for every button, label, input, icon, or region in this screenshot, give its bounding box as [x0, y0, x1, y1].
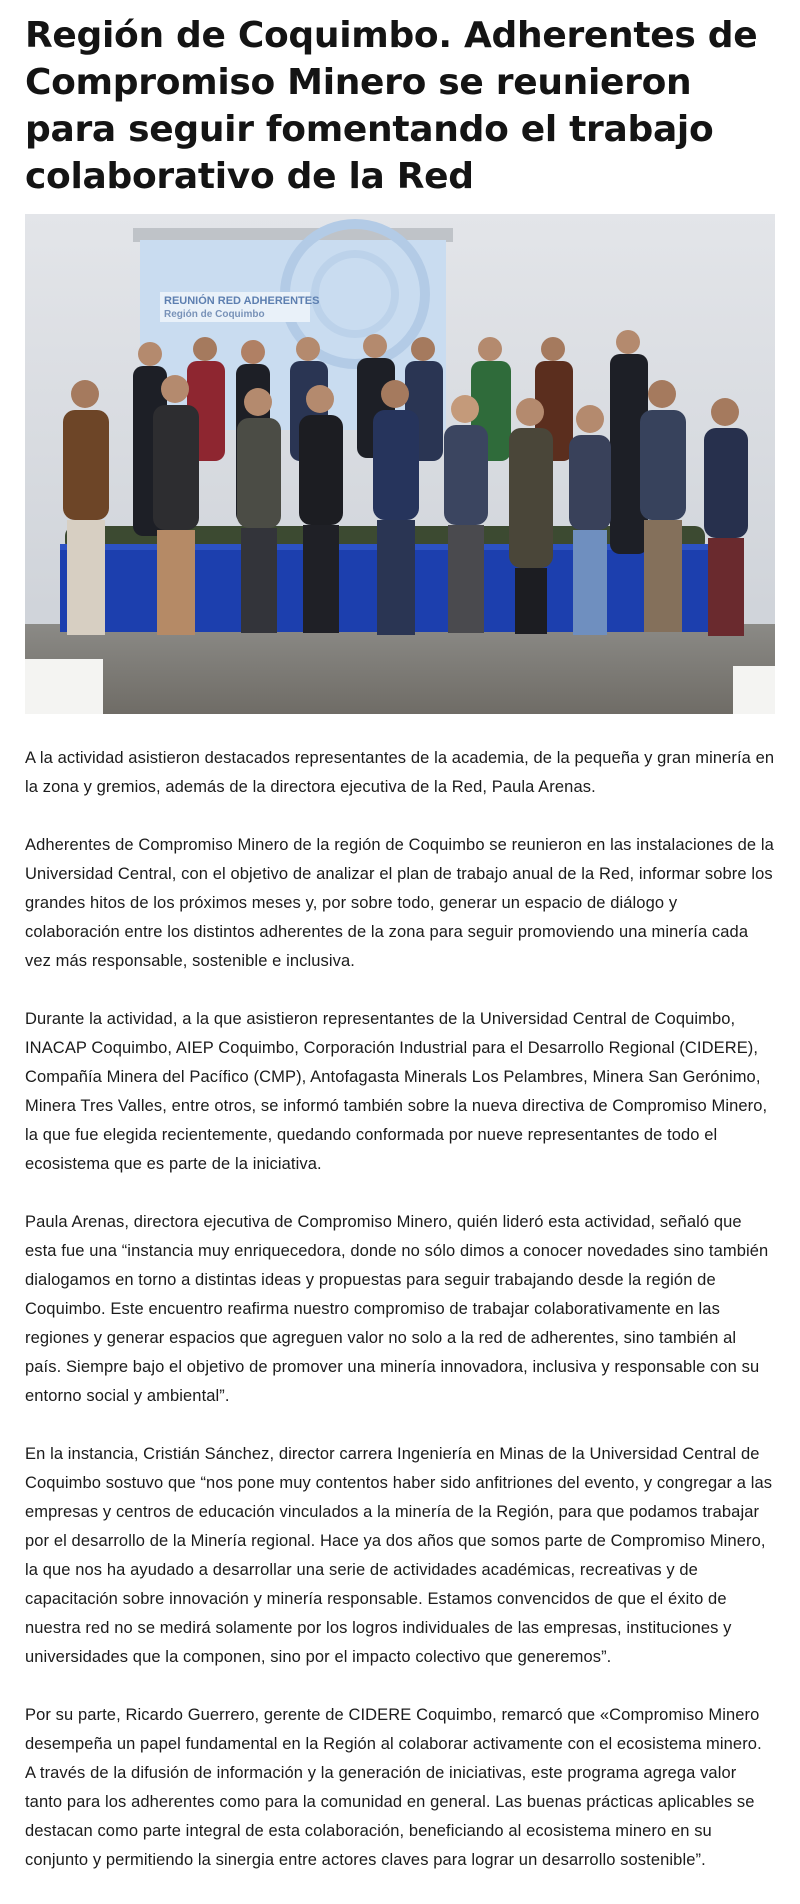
group-photo-illustration [25, 214, 775, 714]
paragraph-6: Por su parte, Ricardo Guerrero, gerente de CIDERE Coquimbo, remarcó que «Compromiso Minero desempeña un papel fundamental en la Región al colaborar activamente con el ecosistema minero. A través de la difusión de información y la generación de iniciativas, este programa agrega valor tanto para los adherentes como para la comunidad en general. Las buenas prácticas aplicables se destacan como parte integral de esta colaboración, beneficiando al ecosistema minero en su conjunto y permitiendo la sinergia entre actores claves para lograr un desarrollo sostenible”. [25, 1706, 762, 1869]
paragraph-4: Paula Arenas, directora ejecutiva de Compromiso Minero, quién lideró esta actividad, señaló que esta fue una “instancia muy enriquecedora, donde no sólo dimos a conocer novedades sino también dialogamos en torno a distintas ideas y propuestas para seguir trabajando desde la región de Coquimbo. Este encuentro reafirma nuestro compromiso de trabajar colaborativamente en las regiones y generar espacios que agreguen valor no solo a la red de adherentes, sino también al país. Siempre bajo el objetivo de promover una minería innovadora, inclusiva y responsable con su entorno social y ambiental”. [25, 1213, 769, 1405]
screen-line-1: REUNIÓN RED ADHERENTES [164, 295, 320, 307]
article-title: Región de Coquimbo. Adherentes de Compromiso Minero se reunieron para seguir fomentando el trabajo colaborativo de la Red [25, 15, 758, 197]
article [25, 0, 775, 1869]
stool-right [733, 666, 775, 714]
paragraph-1: A la actividad asistieron destacados representantes de la academia, de la pequeña y gran minería en la zona y gremios, además de la directora ejecutiva de la Red, Paula Arenas. [25, 749, 775, 796]
paragraph-2: Adherentes de Compromiso Minero de la región de Coquimbo se reunieron en las instalaciones de la Universidad Central, con el objetivo de analizar el plan de trabajo anual de la Red, informar sobre los grandes hitos de los próximos meses y, por sobre todo, generar un espacio de diálogo y colaboración entre los distintos adherentes de la zona para seguir promoviendo una minería cada vez más responsable, sostenible e inclusiva. [25, 836, 774, 970]
article-body [25, 744, 775, 1904]
paragraph-5: En la instancia, Cristián Sánchez, director carrera Ingeniería en Minas de la Universidad Central de Coquimbo sostuvo que “nos pone muy contentos haber sido anfitriones del evento, y congregar a las empresas y centros de educación vinculados a la minería de la Región, para que podamos trabajar por el desarrollo de la Minería regional. Hace ya dos años que somos parte de Compromiso Minero, la que nos ha ayudado a desarrollar una serie de actividades académicas, recreativas y de capacitación sobre innovación y minería responsable. Estamos convencidos de que el éxito de nuestra red no se medirá solamente por los logros individuales de las empresas, instituciones y universidades que la componen, sino por el impacto colectivo que generemos”. [25, 1445, 773, 1666]
floor [25, 624, 775, 714]
stool-left [25, 659, 103, 714]
front-row [63, 375, 748, 636]
paragraph-3: Durante la actividad, a la que asistieron representantes de la Universidad Central de Coquimbo, INACAP Coquimbo, AIEP Coquimbo, Corporación Industrial para el Desarrollo Regional (CIDERE), Compañía Minera del Pacífico (CMP), Antofagasta Minerals Los Pelambres, Minera San Gerónimo, Minera Tres Valles, entre otros, se informó también sobre la nueva directiva de Compromiso Minero, la que fue elegida recientemente, quedando conformada por nueve representantes de todo el ecosistema que es parte de la iniciativa. [25, 1010, 768, 1173]
screen-line-2: Región de Coquimbo [164, 309, 265, 320]
article-photo [25, 214, 775, 714]
